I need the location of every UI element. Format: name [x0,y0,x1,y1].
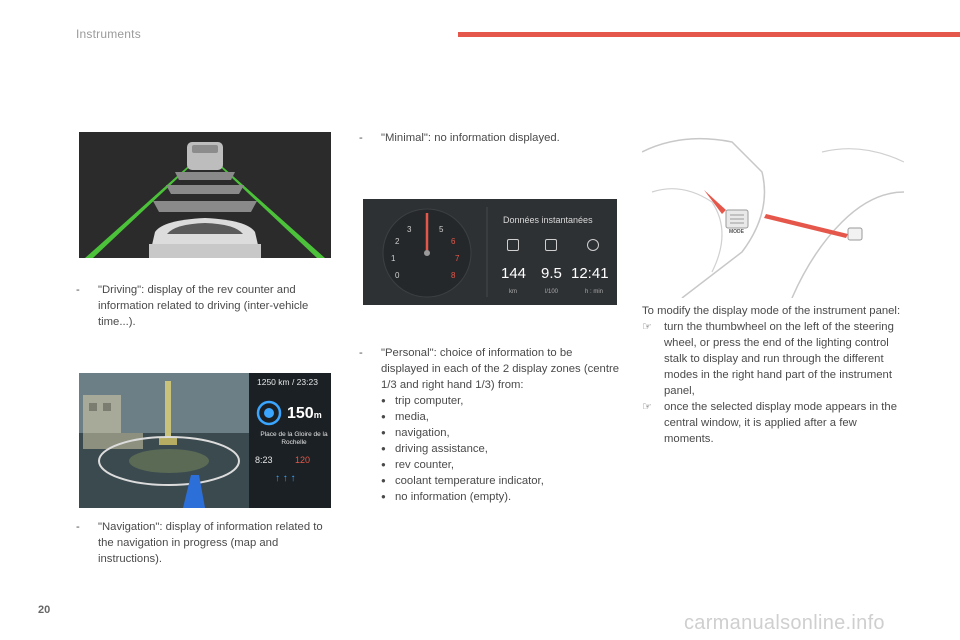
dash-marker: - [359,132,363,144]
instruction-step-text: turn the thumbwheel on the left of the steering wheel, or press the end of the lighting control stalk to display and run through the different modes in the right hand part of the instrument panel, [664,321,894,397]
dial-number: 2 [395,237,400,246]
nav-big-distance-value: 150 [287,405,314,422]
section-title: Instruments [76,27,141,41]
lighting-stalk-image [642,132,904,298]
driving-mode-description [76,282,336,330]
dial-number: 8 [451,271,456,280]
readout-value: 12:41 [571,265,609,282]
pointing-hand-icon: ☞ [642,321,652,333]
nav-lane-arrows-icon: ↑ ↑ ↑ [275,473,296,484]
dial-number: 1 [391,254,396,263]
nav-place-name: Place de la Gloire de la Rochelle [260,431,328,446]
list-item: ● no information (empty). [381,489,621,505]
instrument-cluster-image [363,199,617,305]
dash-marker: - [359,347,363,359]
list-item: ● rev counter, [381,457,621,473]
page-number: 20 [38,604,51,616]
navigation-mode-description [76,519,338,567]
list-item: ● navigation, [381,425,621,441]
readout-unit: km [509,289,517,295]
navigation-mode-text: "Navigation": display of information related to the navigation in progress (map and instructions). [98,521,323,565]
dial-number: 6 [451,237,456,246]
instructions-intro: To modify the display mode of the instrument panel: [642,305,901,317]
consumption-icon [545,239,557,251]
instructions-block [642,303,907,447]
nav-clock: 8:23 [255,455,273,465]
minimal-mode-description [359,130,619,146]
dial-number: 0 [395,271,400,280]
instruction-step [642,399,907,447]
readout-unit: h : min [585,289,604,295]
list-item: ● trip computer, [381,393,621,409]
nav-big-distance-unit: m [313,410,322,420]
list-item: ● media, [381,409,621,425]
fuel-pump-icon [507,239,519,251]
pointing-hand-icon: ☞ [642,401,652,413]
list-item: ● coolant temperature indicator, [381,473,621,489]
nav-speed-limit: 120 [295,455,311,465]
driving-mode-image [79,132,331,258]
header-accent-bar [458,32,960,37]
instruction-step-text: once the selected display mode appears in the central window, it is applied after a few moments. [664,401,897,445]
readout-unit: l/100 [545,289,559,295]
cluster-panel-title: Données instantanées [503,215,593,225]
personal-mode-description [359,345,621,505]
mode-button-label: MODE [729,229,744,235]
dial-number: 7 [455,254,460,263]
readout-value: 144 [501,265,527,282]
dial-number: 3 [407,225,412,234]
driving-mode-text: "Driving": display of the rev counter and information related to driving (inter-vehicle time...). [98,284,309,328]
minimal-mode-text: "Minimal": no information displayed. [381,132,560,144]
personal-mode-text: "Personal": choice of information to be displayed in each of the 2 display zones (centre 1/3 and right hand 1/3) from: [381,347,620,391]
dial-number: 5 [439,225,444,234]
clock-icon [587,239,599,251]
watermark: carmanualsonline.info [684,612,885,634]
nav-distance-readout: 1250 km / 23:23 [257,377,318,387]
instruction-step [642,319,907,399]
dash-marker: - [76,284,80,296]
navigation-mode-image [79,373,331,508]
personal-options-list [381,393,621,505]
readout-value: 9.5 [541,265,562,282]
list-item: ● driving assistance, [381,441,621,457]
nav-big-distance [287,405,322,423]
dash-marker: - [76,521,80,533]
